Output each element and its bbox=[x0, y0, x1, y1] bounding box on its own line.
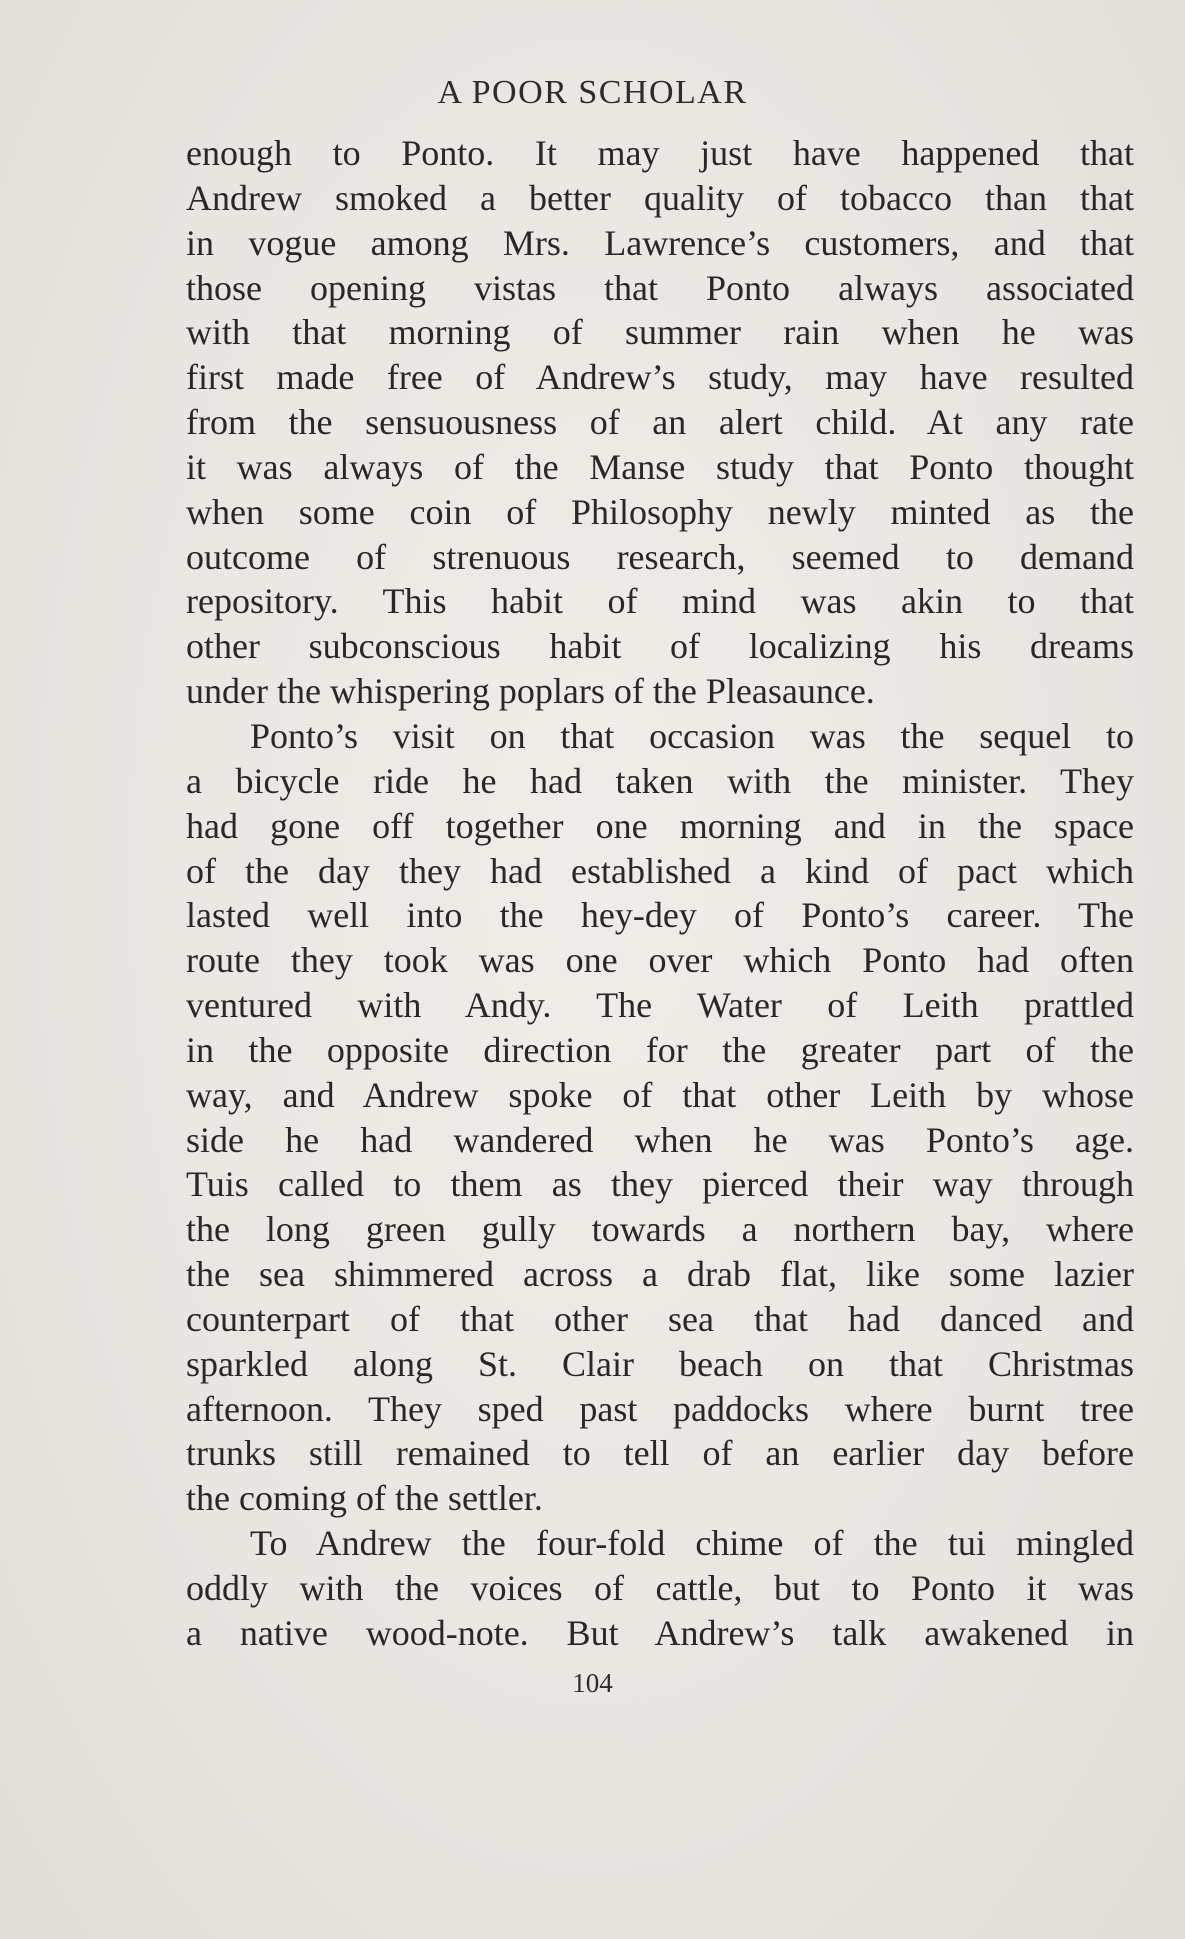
text-line: way, and Andrew spoke of that other Leith by whose bbox=[186, 1074, 1134, 1115]
text-line: Andrew smoked a better quality of tobacco than that bbox=[186, 177, 1134, 218]
text-line: Ponto’s visit on that occasion was the sequel to bbox=[250, 715, 1134, 756]
text-line: from the sensuousness of an alert child. At any rate bbox=[186, 402, 1134, 443]
text-line: the long green gully towards a northern bay, where bbox=[186, 1209, 1134, 1250]
text-line: the coming of the settler. bbox=[186, 1478, 543, 1519]
text-line: the sea shimmered across a drab flat, like some lazier bbox=[186, 1254, 1134, 1295]
text-line: in vogue among Mrs. Lawrence’s customers, and that bbox=[186, 222, 1134, 263]
text-line: repository. This habit of mind was akin to that bbox=[186, 581, 1134, 622]
text-line: sparkled along St. Clair beach on that Christmas bbox=[186, 1343, 1134, 1384]
text-line: a bicycle ride he had taken with the minister. They bbox=[186, 760, 1134, 801]
text-line: oddly with the voices of cattle, but to Ponto it was bbox=[186, 1568, 1134, 1608]
text-line: ventured with Andy. The Water of Leith prattled bbox=[186, 985, 1134, 1026]
text-line: those opening vistas that Ponto always associated bbox=[186, 267, 1134, 308]
text-line: of the day they had established a kind of pact which bbox=[186, 850, 1134, 891]
text-line: trunks still remained to tell of an earlier day before bbox=[186, 1433, 1134, 1474]
text-line: had gone off together one morning and in the space bbox=[186, 805, 1134, 846]
text-line: outcome of strenuous research, seemed to demand bbox=[186, 536, 1134, 577]
text-line: enough to Ponto. It may just have happened that bbox=[186, 133, 1134, 173]
text-line: afternoon. They sped past paddocks where burnt tree bbox=[186, 1388, 1134, 1429]
text-line: in the opposite direction for the greater part of the bbox=[186, 1029, 1134, 1070]
text-line: side he had wandered when he was Ponto’s age. bbox=[186, 1119, 1134, 1160]
text-line: To Andrew the four-fold chime of the tui mingled bbox=[250, 1523, 1134, 1564]
text-line: counterpart of that other sea that had danced and bbox=[186, 1298, 1134, 1339]
text-line: it was always of the Manse study that Ponto thought bbox=[186, 446, 1134, 487]
text-line: other subconscious habit of localizing his dreams bbox=[186, 626, 1134, 667]
text-line: a native wood-note. But Andrew’s talk awakened in bbox=[186, 1612, 1134, 1653]
running-head: A POOR SCHOLAR bbox=[437, 74, 748, 111]
text-line: first made free of Andrew’s study, may have resulted bbox=[186, 357, 1134, 398]
text-line: when some coin of Philosophy newly minted as the bbox=[186, 491, 1134, 532]
text-line: under the whispering poplars of the Pleasaunce. bbox=[186, 671, 875, 712]
text-line: lasted well into the hey-dey of Ponto’s career. The bbox=[186, 895, 1134, 936]
page-number: 104 bbox=[572, 1668, 613, 1698]
text-line: route they took was one over which Ponto had often bbox=[186, 940, 1134, 981]
text-line: with that morning of summer rain when he was bbox=[186, 312, 1134, 353]
text-line: Tuis called to them as they pierced their way through bbox=[186, 1164, 1134, 1205]
body-text bbox=[186, 131, 1134, 1656]
